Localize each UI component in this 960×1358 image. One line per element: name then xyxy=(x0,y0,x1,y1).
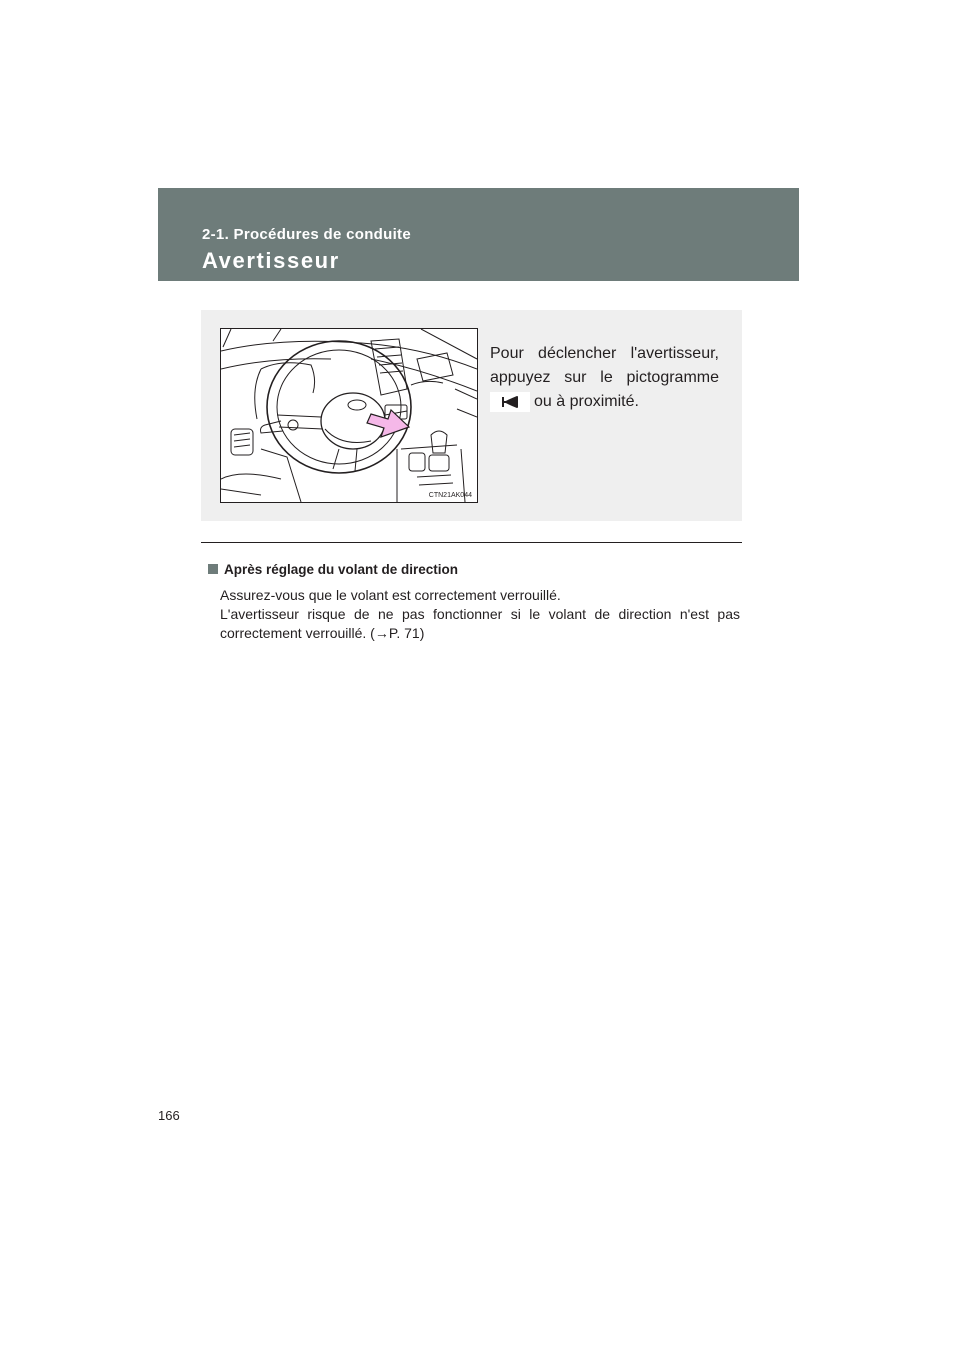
note-line-3: correctement verrouillé. (→P. 71) xyxy=(220,625,425,641)
note-line-2: L'avertisseur risque de ne pas fonctionner si le volant de direction n'est pas xyxy=(220,606,740,622)
instruction-line-2: appuyez sur le pictogramme xyxy=(490,369,719,386)
section-label: 2-1. Procédures de conduite xyxy=(202,226,411,243)
page-title: Avertisseur xyxy=(202,248,340,273)
instruction-line-1: Pour déclencher l'avertisseur, xyxy=(490,345,719,362)
instruction-line-3-wrap xyxy=(490,390,719,414)
bullet-square-icon xyxy=(208,564,218,574)
instruction-text xyxy=(490,342,719,414)
instruction-line-3: ou à proximité. xyxy=(534,393,639,410)
page-number: 166 xyxy=(158,1108,180,1123)
horn-icon xyxy=(490,392,530,412)
note-heading: Après réglage du volant de direction xyxy=(224,562,459,577)
section-divider xyxy=(201,542,742,543)
section-header xyxy=(158,188,799,281)
note-line-1: Assurez-vous que le volant est correctement verrouillé. xyxy=(220,587,561,603)
figure-code: CTN21AK044 xyxy=(428,492,472,499)
note-body xyxy=(220,586,740,643)
note-heading-wrap xyxy=(208,562,458,577)
steering-wheel-illustration xyxy=(220,328,478,503)
steering-wheel-drawing xyxy=(221,329,477,502)
